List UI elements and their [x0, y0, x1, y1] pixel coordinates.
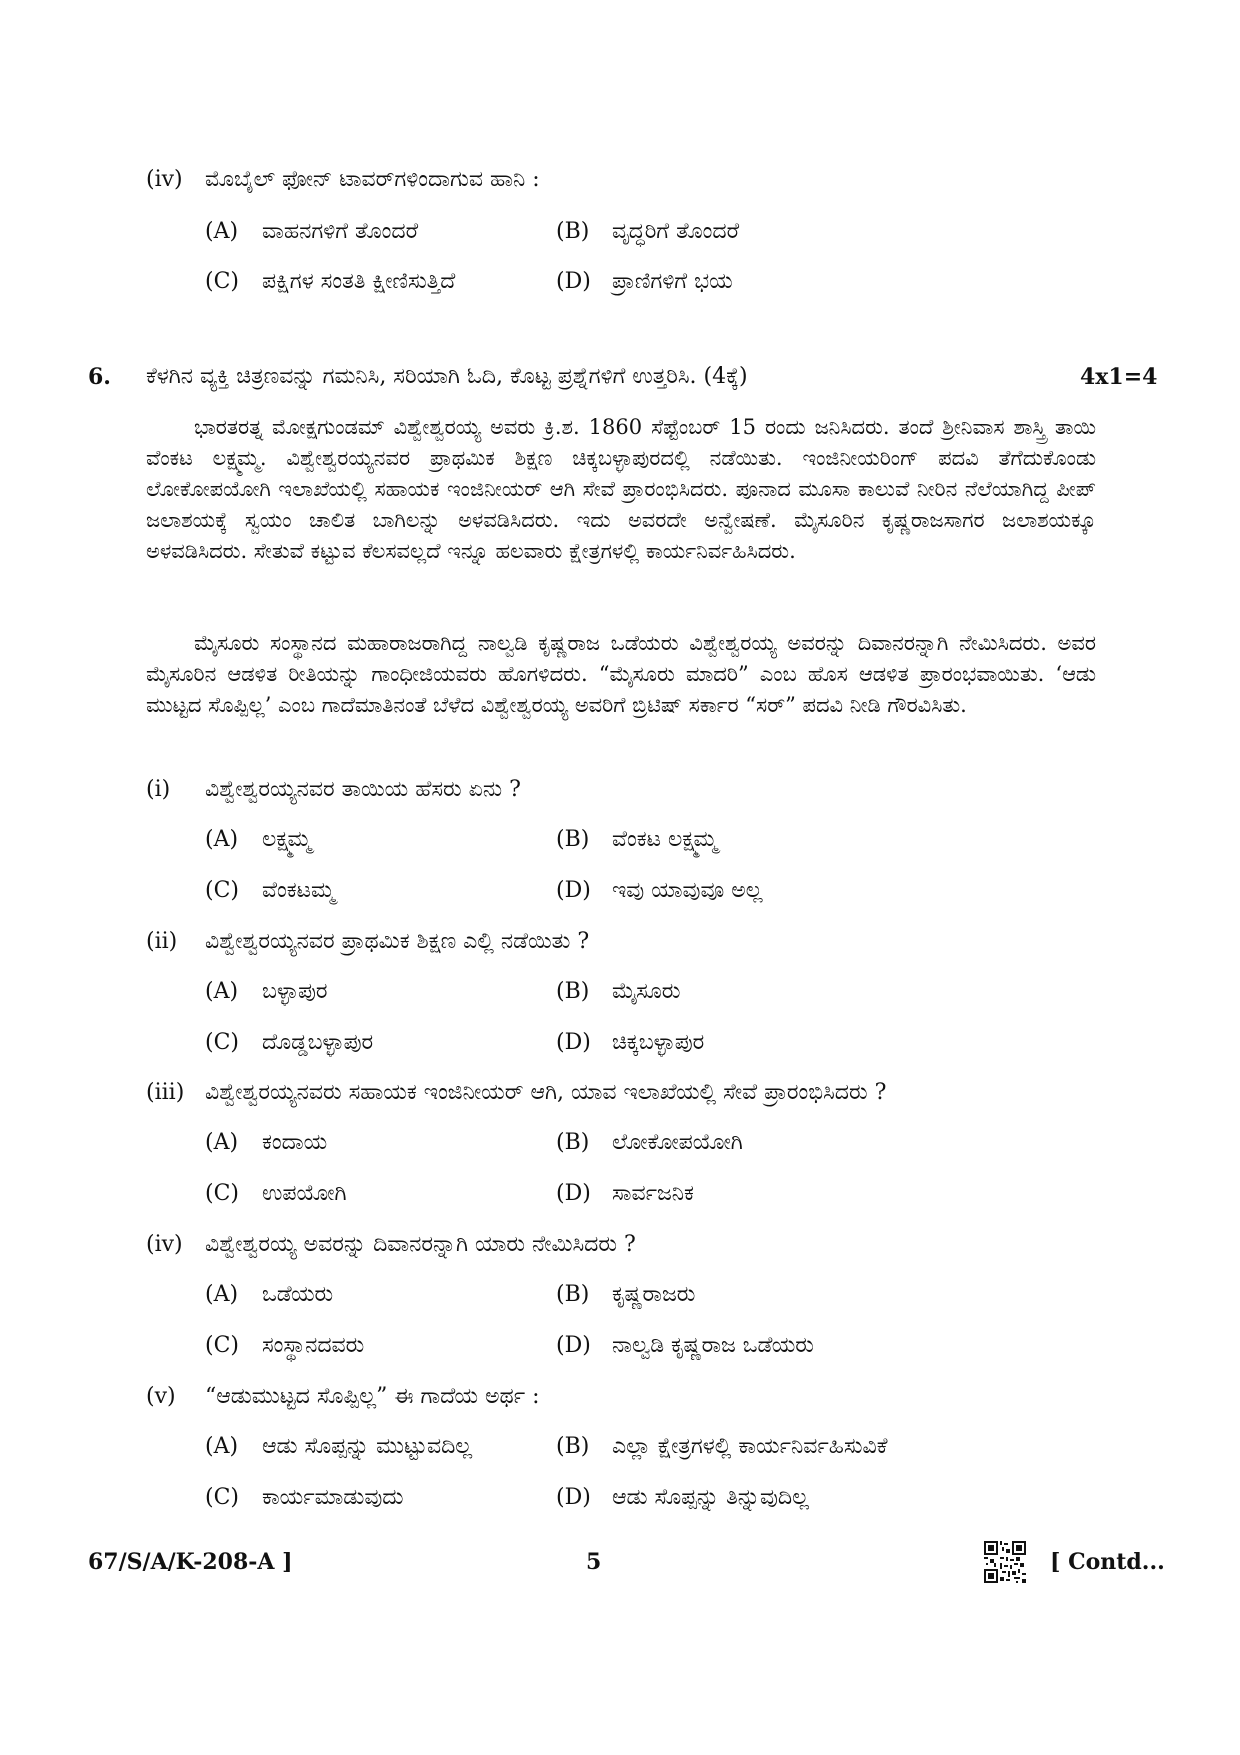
sub-question-text: ವಿಶ್ವೇಶ್ವರಯ್ಯನವರ ಪ್ರಾಥಮಿಕ ಶಿಕ್ಷಣ ಎಲ್ಲಿ ನಡೆಯಿತು ?: [205, 929, 590, 954]
option-label: (B): [556, 1130, 590, 1155]
prev-question-number: (iv): [146, 167, 183, 192]
option-text: ಬಳ್ಳಾಪುರ: [262, 979, 328, 1004]
option-label: (C): [205, 269, 239, 294]
continued-marker: [ Contd...: [1050, 1549, 1165, 1575]
option-text: ಲೋಕೋಪಯೋಗಿ: [612, 1130, 743, 1155]
option-label: (D): [556, 878, 591, 903]
page-number: 5: [586, 1549, 602, 1575]
sub-question-text: “ಆಡುಮುಟ್ಟದ ಸೊಪ್ಪಿಲ್ಲ” ಈ ಗಾದೆಯ ಅರ್ಥ :: [205, 1384, 540, 1409]
sub-question-number: (i): [146, 777, 171, 802]
option-label: (B): [556, 1282, 590, 1307]
option-text: ಕಾರ್ಯಮಾಡುವುದು: [262, 1485, 404, 1510]
marks-allocation: 4x1=4: [1080, 364, 1158, 390]
option-text: ವಾಹನಗಳಿಗೆ ತೊಂದರೆ: [262, 219, 419, 244]
option-label: (A): [205, 1434, 239, 1459]
option-text: ಸಂಸ್ಥಾನದವರು: [262, 1333, 365, 1358]
option-text: ವೃದ್ಧರಿಗೆ ತೊಂದರೆ: [612, 219, 740, 244]
option-text: ಆಡು ಸೊಪ್ಪನ್ನು ಮುಟ್ಟುವದಿಲ್ಲ: [262, 1434, 473, 1459]
option-label: (D): [556, 269, 591, 294]
question-instruction: ಕೆಳಗಿನ ವ್ಯಕ್ತಿ ಚಿತ್ರಣವನ್ನು ಗಮನಿಸಿ, ಸರಿಯಾಗಿ ಓದಿ, ಕೊಟ್ಟ ಪ್ರಶ್ನೆಗಳಿಗೆ ಉತ್ತರಿಸಿ. (4ಕ್ಕೆ): [146, 364, 748, 389]
prev-question-text: ಮೊಬೈಲ್ ಫೋನ್ ಟಾವರ್‌ಗಳಿಂದಾಗುವ ಹಾನಿ :: [205, 167, 540, 192]
option-text: ಎಲ್ಲಾ ಕ್ಷೇತ್ರಗಳಲ್ಲಿ ಕಾರ್ಯನಿರ್ವಹಿಸುವಿಕೆ: [612, 1434, 888, 1459]
option-label: (B): [556, 979, 590, 1004]
option-text: ದೊಡ್ಡಬಳ್ಳಾಪುರ: [262, 1030, 374, 1055]
option-label: (A): [205, 979, 239, 1004]
option-label: (B): [556, 219, 590, 244]
option-text: ಚಿಕ್ಕಬಳ್ಳಾಪುರ: [612, 1030, 705, 1055]
option-text: ಕೃಷ್ಣರಾಜರು: [612, 1282, 696, 1307]
option-label: (C): [205, 1485, 239, 1510]
qr-code-icon: [984, 1541, 1026, 1583]
option-text: ಮೈಸೂರು: [612, 979, 681, 1004]
option-label: (D): [556, 1333, 591, 1358]
option-text: ನಾಲ್ವಡಿ ಕೃಷ್ಣರಾಜ ಒಡೆಯರು: [612, 1333, 814, 1358]
option-label: (D): [556, 1485, 591, 1510]
sub-question-text: ವಿಶ್ವೇಶ್ವರಯ್ಯನವರ ತಾಯಿಯ ಹೆಸರು ಏನು ?: [205, 777, 521, 802]
option-label: (D): [556, 1181, 591, 1206]
option-label: (C): [205, 878, 239, 903]
option-text: ಲಕ್ಷ್ಮಮ್ಮ: [262, 827, 312, 852]
sub-question-number: (ii): [146, 929, 178, 954]
passage-text: ಮೈಸೂರು ಸಂಸ್ಥಾನದ ಮಹಾರಾಜರಾಗಿದ್ದ ನಾಲ್ವಡಿ ಕೃಷ್ಣರಾಜ ಒಡೆಯರು ವಿಶ್ವೇಶ್ವರಯ್ಯ ಅವರನ್ನು ದಿವಾನರನ್ನಾಗಿ ನೇಮಿಸಿದರು. ಅವರ ಮೈಸೂರಿನ ಆಡಳಿತ ರೀತಿಯನ್ನು ಗಾಂಧೀಜಿಯವರು ಹೊಗಳಿದರು. “ಮೈಸೂರು ಮಾದರಿ” ಎಂಬ ಹೊಸ ಆಡಳಿತ ಪ್ರಾರಂಭವಾಯಿತು. ‘ಆಡು ಮುಟ್ಟದ ಸೊಪ್ಪಿಲ್ಲ’ ಎಂಬ ಗಾದೆಮಾತಿನಂತೆ ಬೆಳೆದ ವಿಶ್ವೇಶ್ವರಯ್ಯ ಅವರಿಗೆ ಬ್ರಿಟಿಷ್ ಸರ್ಕಾರ “ಸರ್” ಪದವಿ ನೀಡಿ ಗೌರವಿಸಿತು.: [146, 631, 1096, 717]
option-label: (D): [556, 1030, 591, 1055]
option-label: (C): [205, 1030, 239, 1055]
sub-question-number: (v): [146, 1384, 176, 1409]
option-text: ವೆಂಕಟ ಲಕ್ಷ್ಮಮ್ಮ: [612, 827, 718, 852]
sub-question-number: (iv): [146, 1232, 183, 1257]
option-label: (C): [205, 1181, 239, 1206]
option-text: ಪ್ರಾಣಿಗಳಿಗೆ ಭಯ: [612, 269, 733, 294]
option-label: (A): [205, 827, 239, 852]
sub-question-number: (iii): [146, 1080, 185, 1105]
option-text: ಆಡು ಸೊಪ್ಪನ್ನು ತಿನ್ನುವುದಿಲ್ಲ: [612, 1485, 809, 1510]
option-text: ವೆಂಕಟಮ್ಮ: [262, 878, 335, 903]
passage-text: ಭಾರತರತ್ನ ಮೋಕ್ಷಗುಂಡಮ್ ವಿಶ್ವೇಶ್ವರಯ್ಯ ಅವರು ಕ್ರಿ.ಶ. 1860 ಸೆಪ್ಟೆಂಬರ್ 15 ರಂದು ಜನಿಸಿದರು. ತಂದೆ ಶ್ರೀನಿವಾಸ ಶಾಸ್ತ್ರಿ ತಾಯಿ ವೆಂಕಟ ಲಕ್ಷ್ಮಮ್ಮ. ವಿಶ್ವೇಶ್ವರಯ್ಯನವರ ಪ್ರಾಥಮಿಕ ಶಿಕ್ಷಣ ಚಿಕ್ಕಬಳ್ಳಾಪುರದಲ್ಲಿ ನಡೆಯಿತು. ಇಂಜಿನೀಯರಿಂಗ್ ಪದವಿ ತೆಗೆದುಕೊಂಡು ಲೋಕೋಪಯೋಗಿ ಇಲಾಖೆಯಲ್ಲಿ ಸಹಾಯಕ ಇಂಜಿನೀಯರ್ ಆಗಿ ಸೇವೆ ಪ್ರಾರಂಭಿಸಿದರು. ಪೂನಾದ ಮೂಸಾ ಕಾಲುವೆ ನೀರಿನ ನೆಲೆಯಾಗಿದ್ದ ಪೀಪ್ ಜಲಾಶಯಕ್ಕೆ ಸ್ವಯಂ ಚಾಲಿತ ಬಾಗಿಲನ್ನು ಅಳವಡಿಸಿದರು. ಇದು ಅವರದೇ ಅನ್ವೇಷಣೆ. ಮೈಸೂರಿನ ಕೃಷ್ಣರಾಜಸಾಗರ ಜಲಾಶಯಕ್ಕೂ ಅಳವಡಿಸಿದರು. ಸೇತುವೆ ಕಟ್ಟುವ ಕೆಲಸವಲ್ಲದೆ ಇನ್ನೂ ಹಲವಾರು ಕ್ಷೇತ್ರಗಳಲ್ಲಿ ಕಾರ್ಯನಿರ್ವಹಿಸಿದರು.: [146, 415, 1096, 563]
option-label: (A): [205, 1282, 239, 1307]
option-label: (A): [205, 1130, 239, 1155]
option-text: ಸಾರ್ವಜನಿಕ: [612, 1181, 694, 1206]
option-text: ಒಡೆಯರು: [262, 1282, 334, 1307]
option-label: (C): [205, 1333, 239, 1358]
option-text: ಕಂದಾಯ: [262, 1130, 328, 1155]
passage-paragraph-2: [146, 628, 1096, 721]
option-label: (B): [556, 827, 590, 852]
option-label: (A): [205, 219, 239, 244]
question-number: 6.: [88, 364, 111, 390]
option-text: ಪಕ್ಷಿಗಳ ಸಂತತಿ ಕ್ಷೀಣಿಸುತ್ತಿದೆ: [262, 269, 456, 294]
sub-question-text: ವಿಶ್ವೇಶ್ವರಯ್ಯ ಅವರನ್ನು ದಿವಾನರನ್ನಾಗಿ ಯಾರು ನೇಮಿಸಿದರು ?: [205, 1232, 636, 1257]
option-text: ಉಪಯೋಗಿ: [262, 1181, 347, 1206]
option-text: ಇವು ಯಾವುವೂ ಅಲ್ಲ: [612, 878, 763, 903]
passage-paragraph-1: [146, 412, 1096, 567]
paper-code: 67/S/A/K-208-A ]: [88, 1549, 293, 1575]
sub-question-text: ವಿಶ್ವೇಶ್ವರಯ್ಯನವರು ಸಹಾಯಕ ಇಂಜಿನೀಯರ್ ಆಗಿ, ಯಾವ ಇಲಾಖೆಯಲ್ಲಿ ಸೇವೆ ಪ್ರಾರಂಭಿಸಿದರು ?: [205, 1080, 887, 1105]
option-label: (B): [556, 1434, 590, 1459]
